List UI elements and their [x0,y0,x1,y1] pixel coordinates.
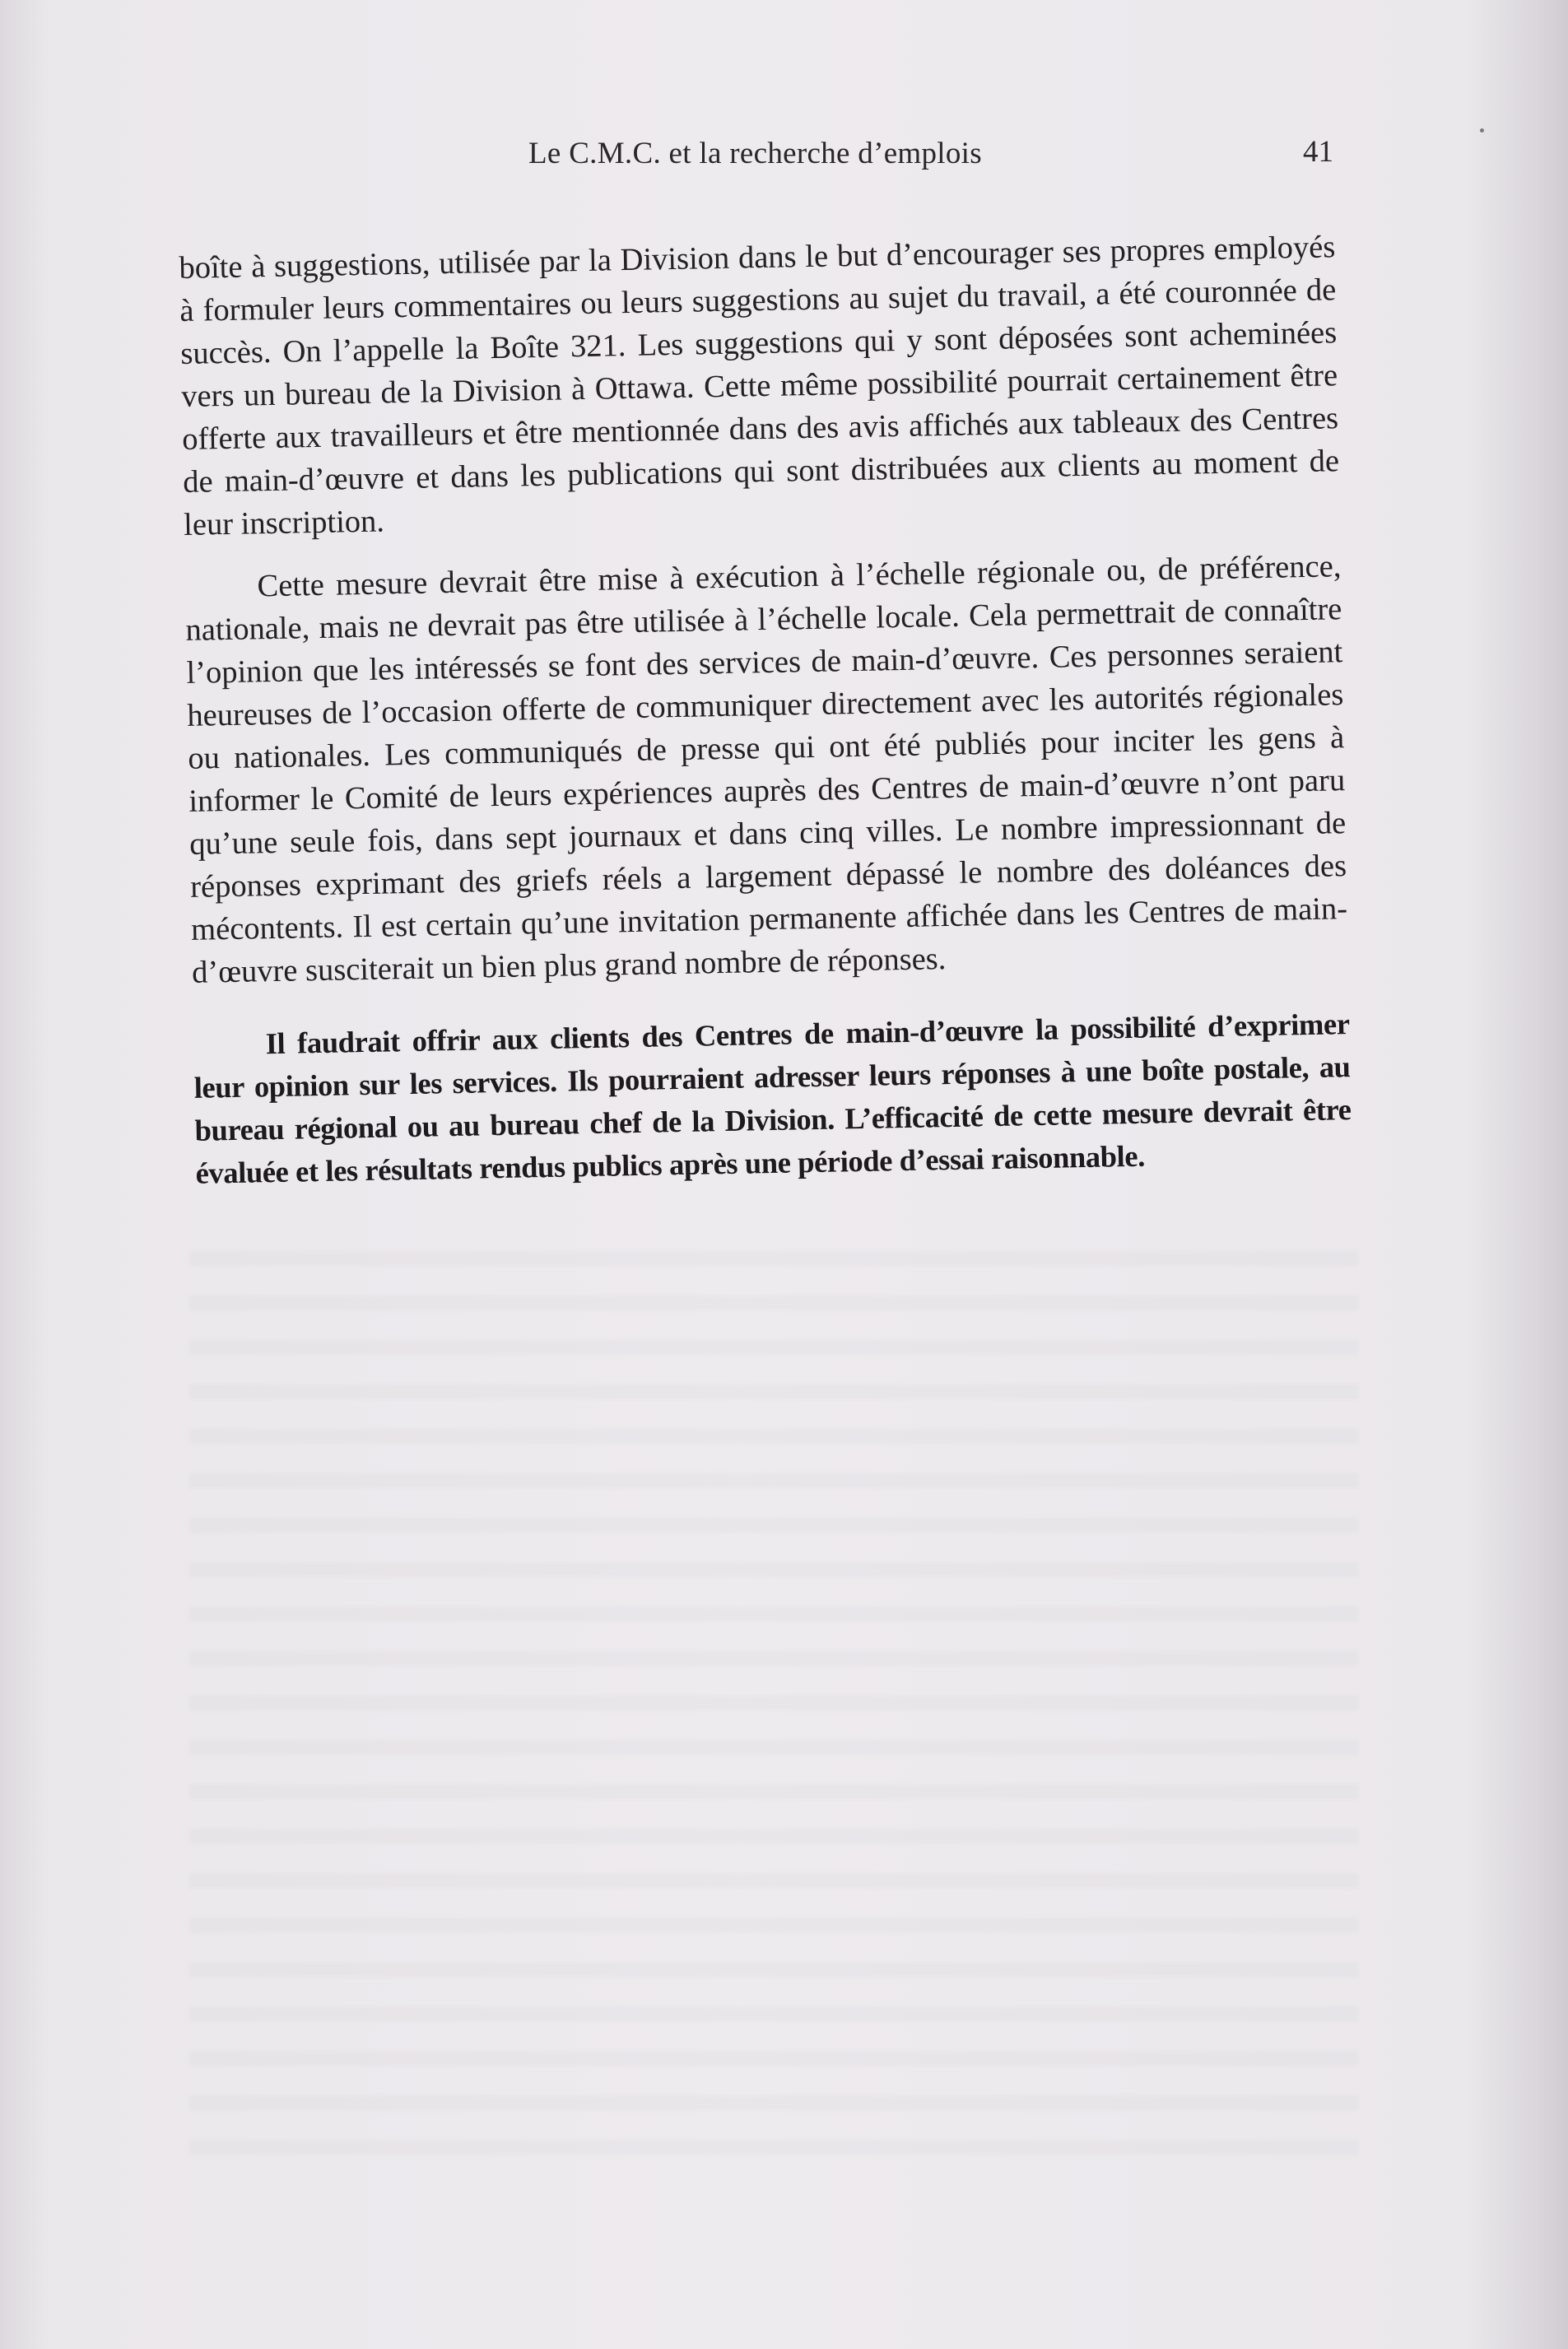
page-header [177,136,1333,185]
page-number: 41 [1303,135,1333,169]
body-text [179,226,1352,1195]
paragraph-regional-measure: Cette mesure devrait être mise à exécution à l’échelle régionale ou, de préférence, nationale, mais ne devrait pas être utilisée à l’échelle locale. Cela permettrait de connaître l’opinion que les intéressés se font des services de main-d’œuvre. Ces personnes seraient heureuses de l’occasion offerte de communiquer directement avec les autorités régionales ou nationales. Les communiqués de presse qui ont été publiés pour inciter les gens à informer le Comité de leurs expériences auprès des Centres de main-d’œuvre n’ont paru qu’une seule fois, dans sept journaux et dans cinq villes. Le nombre impressionnant de réponses exprimant des griefs réels a largement dépassé le nombre des doléances des mécontents. Il est certain qu’une invitation permanente affichée dans les Centres de main-d’œuvre susciterait un bien plus grand nombre de réponses. [185,549,1348,990]
recommendation-paragraph: Il faudrait offrir aux clients des Centres de main-d’œuvre la possibilité d’exprimer leur opinion sur les services. Ils pourraient adresser leurs réponses à une boîte postale, au bureau régional ou au bureau chef de la Division. L’efficacité de cette mesure devrait être évaluée et les résultats rendus publics après une période d’essai raisonnable. [193,1007,1352,1190]
paper-speck [1480,128,1484,133]
bleed-through-shadow [189,1251,1358,2156]
running-title: Le C.M.C. et la recherche d’emplois [528,137,982,170]
paragraph-continuation: boîte à suggestions, utilisée par la Division dans le but d’encourager ses propres employés à formuler leurs commentaires ou leurs suggestions au sujet du travail, a été couronnée de succès. On l’appelle la Boîte 321. Les suggestions qui y sont déposées sont acheminées vers un bureau de la Division à Ottawa. Cette même possibilité pourrait certainement être offerte aux travailleurs et être mentionnée dans des avis affichés aux tableaux des Centres de main-d’œuvre et dans les publications qui sont distribuées aux clients au moment de leur inscription. [179,230,1340,542]
